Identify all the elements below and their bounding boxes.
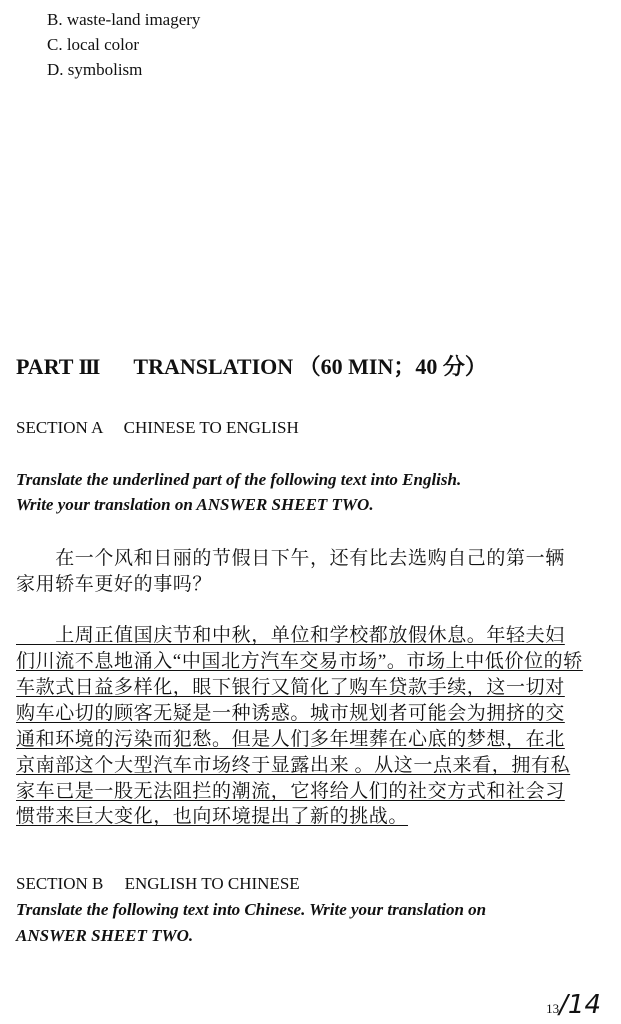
- page-total: /14: [559, 990, 601, 1020]
- section-a-instruction-2: Write your translation on ANSWER SHEET TWO.: [16, 495, 374, 514]
- underlined-line: 车款式日益多样化，眼下银行又简化了购车贷款手续，这一切对: [16, 677, 565, 698]
- underlined-line: 惯带来巨大变化，也向环境提出了新的挑战。: [16, 806, 409, 827]
- part-title: TRANSLATION: [133, 354, 294, 379]
- underlined-line: 上周正值国庆节和中秋，单位和学校都放假休息。年轻夫妇: [16, 625, 565, 646]
- option-b: B. waste-land imagery: [47, 10, 201, 29]
- underlined-line: 家车已是一股无法阻拦的潮流，它将给人们的社交方式和社会习: [16, 781, 565, 802]
- part-time: （60 MIN；40 分）: [298, 354, 487, 379]
- option-d: D. symbolism: [47, 60, 143, 79]
- section-a-title: SECTION A CHINESE TO ENGLISH: [16, 418, 299, 437]
- part-heading: [16, 350, 487, 381]
- intro-line: 家用轿车更好的事吗？: [16, 574, 213, 595]
- part-label: PART: [16, 354, 74, 379]
- option-c: C. local color: [47, 35, 140, 54]
- section-b-title: SECTION B ENGLISH TO CHINESE: [16, 874, 300, 893]
- section-b-instruction-1: Translate the following text into Chinese. Write your translation on: [16, 900, 487, 919]
- underlined-line: 通和环境的污染而犯愁。但是人们多年埋葬在心底的梦想，在北: [16, 729, 565, 750]
- underlined-line: 购车心切的顾客无疑是一种诱惑。城市规划者可能会为拥挤的交: [16, 703, 565, 724]
- page-current: 13: [546, 1001, 560, 1016]
- part-number: III: [78, 354, 99, 379]
- section-b-instruction-2: ANSWER SHEET TWO.: [16, 926, 194, 945]
- page-number: [546, 990, 601, 1020]
- section-a-instruction-1: Translate the underlined part of the following text into English.: [16, 470, 462, 489]
- intro-line: 在一个风和日丽的节假日下午，还有比去选购自己的第一辆: [16, 548, 565, 569]
- underlined-line: 京南部这个大型汽车市场终于显露出来 。从这一点来看，拥有私: [16, 755, 571, 776]
- underlined-line: 们川流不息地涌入“中国北方汽车交易市场”。市场上中低价位的轿: [16, 651, 583, 672]
